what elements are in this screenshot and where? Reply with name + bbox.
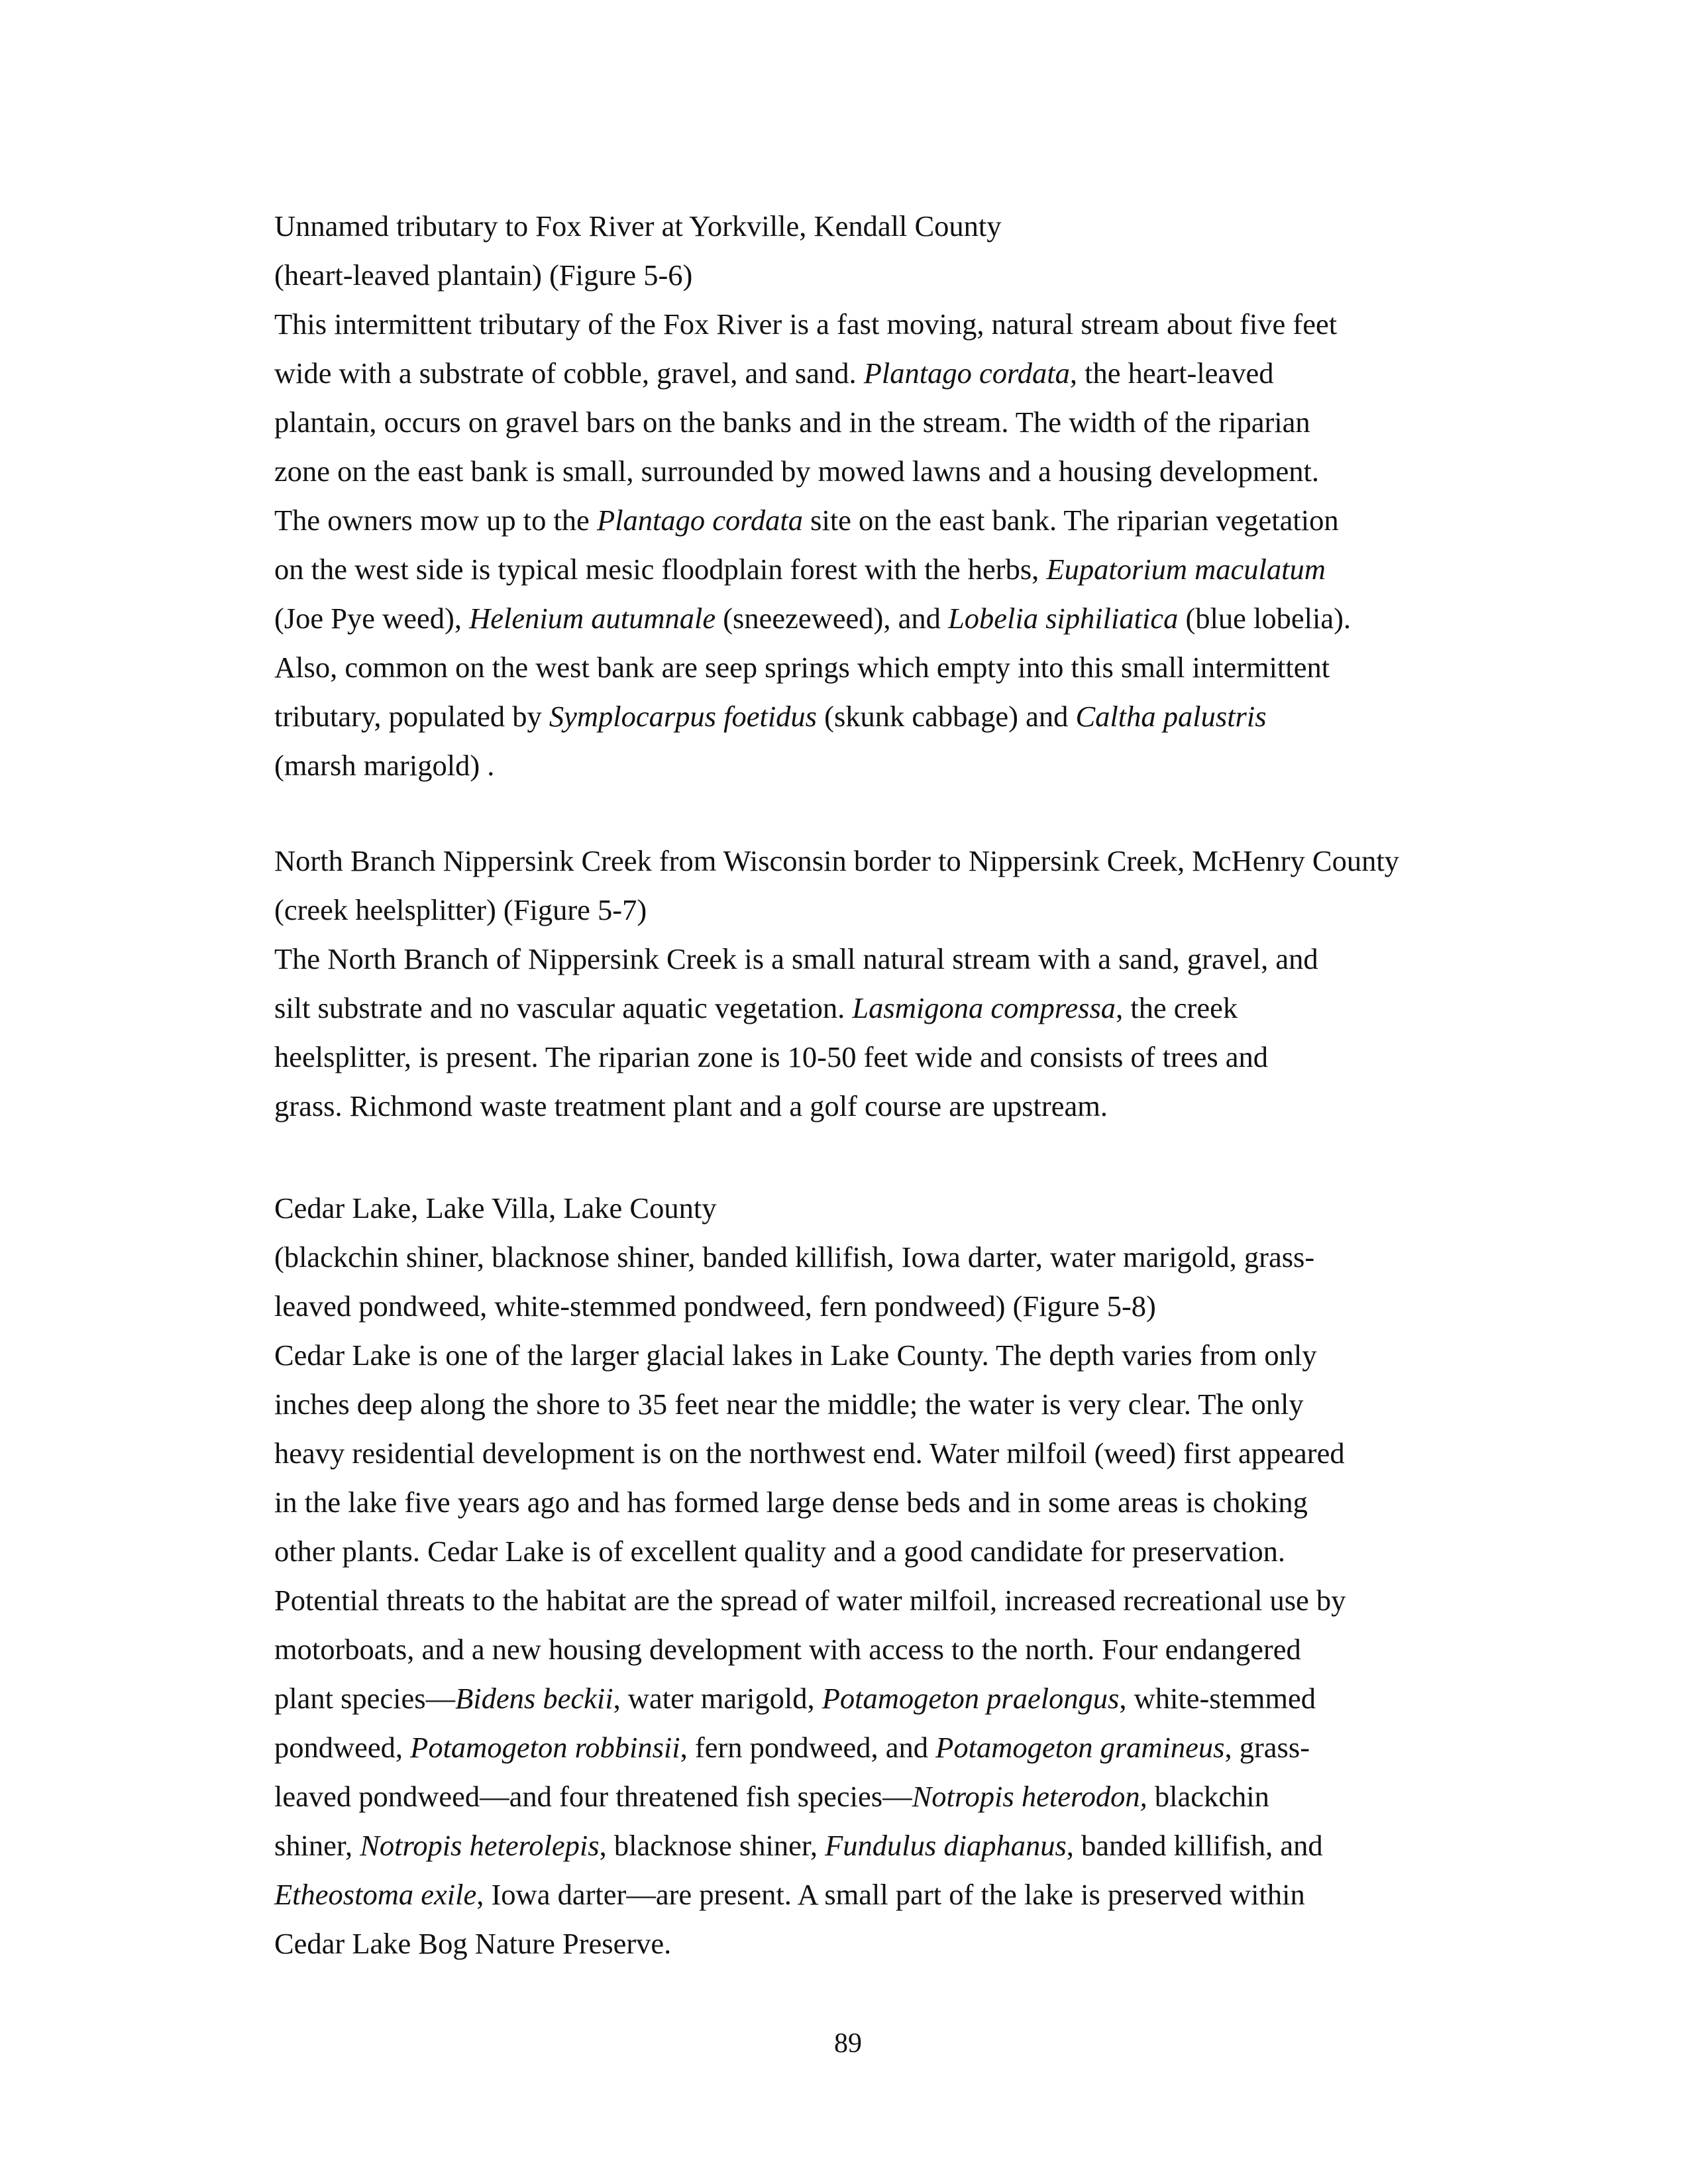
body-line: The North Branch of Nippersink Creek is a small natural stream with a sand, gravel, and bbox=[274, 942, 1318, 975]
species-name: Fundulus diaphanus bbox=[825, 1829, 1067, 1862]
species-name: Plantago cordata bbox=[596, 504, 804, 537]
body-line: silt substrate and no vascular aquatic vegetation. Lasmigona compressa, the creek bbox=[274, 991, 1238, 1024]
species-name: Lasmigona compressa bbox=[852, 991, 1116, 1024]
entry-heading: Unnamed tributary to Fox River at Yorkville, Kendall County bbox=[274, 209, 1002, 243]
species-name: Bidens beckii bbox=[455, 1682, 613, 1715]
body-line: plantain, occurs on gravel bars on the banks and in the stream. The width of the riparian bbox=[274, 406, 1310, 439]
body-line: tributary, populated by Symplocarpus foetidus (skunk cabbage) and Caltha palustris bbox=[274, 700, 1267, 733]
body-line: (marsh marigold) . bbox=[274, 749, 495, 782]
entry-species-list: leaved pondweed, white-stemmed pondweed, fern pondweed) (Figure 5-8) bbox=[274, 1289, 1156, 1323]
species-name: Notropis heterolepis bbox=[360, 1829, 600, 1862]
body-line: heavy residential development is on the northwest end. Water milfoil (weed) first appeared bbox=[274, 1437, 1345, 1470]
entry-species-list: (heart-leaved plantain) (Figure 5-6) bbox=[274, 258, 693, 292]
species-name: Etheostoma exile bbox=[274, 1878, 477, 1911]
entry-yorkville-tributary bbox=[274, 201, 1573, 790]
species-name: Plantago cordata bbox=[863, 356, 1070, 390]
body-line: The owners mow up to the Plantago cordata site on the east bank. The riparian vegetation bbox=[274, 504, 1339, 537]
body-line: shiner, Notropis heterolepis, blacknose shiner, Fundulus diaphanus, banded killifish, and bbox=[274, 1829, 1323, 1862]
body-line: wide with a substrate of cobble, gravel, and sand. Plantago cordata, the heart-leaved bbox=[274, 356, 1274, 390]
body-line: This intermittent tributary of the Fox River is a fast moving, natural stream about five feet bbox=[274, 307, 1338, 341]
species-name: Helenium autumnale bbox=[469, 602, 716, 635]
body-line: plant species—Bidens beckii, water marigold, Potamogeton praelongus, white-stemmed bbox=[274, 1682, 1316, 1715]
body-line: (Joe Pye weed), Helenium autumnale (sneezeweed), and Lobelia siphiliatica (blue lobelia). bbox=[274, 602, 1352, 635]
body-line: pondweed, Potamogeton robbinsii, fern pondweed, and Potamogeton gramineus, grass- bbox=[274, 1731, 1310, 1764]
body-line: Potential threats to the habitat are the spread of water milfoil, increased recreational use by bbox=[274, 1584, 1346, 1617]
body-line: leaved pondweed—and four threatened fish species—Notropis heterodon, blackchin bbox=[274, 1780, 1269, 1813]
species-name: Potamogeton robbinsii bbox=[410, 1731, 680, 1764]
entry-species-list: (creek heelsplitter) (Figure 5-7) bbox=[274, 893, 647, 926]
entry-heading: North Branch Nippersink Creek from Wisconsin border to Nippersink Creek, McHenry County bbox=[274, 844, 1399, 877]
entry-cedar-lake bbox=[274, 1183, 1573, 1968]
body-line: on the west side is typical mesic floodplain forest with the herbs, Eupatorium maculatum bbox=[274, 553, 1326, 586]
body-line: Cedar Lake Bog Nature Preserve. bbox=[274, 1927, 672, 1960]
entry-heading: Cedar Lake, Lake Villa, Lake County bbox=[274, 1191, 717, 1225]
species-name: Notropis heterodon, bbox=[912, 1780, 1147, 1813]
entry-nippersink-creek bbox=[274, 836, 1573, 1130]
body-line: in the lake five years ago and has formed large dense beds and in some areas is choking bbox=[274, 1486, 1308, 1519]
species-name: Potamogeton praelongus bbox=[822, 1682, 1120, 1715]
entry-species-list: (blackchin shiner, blacknose shiner, banded killifish, Iowa darter, water marigold, grass- bbox=[274, 1240, 1315, 1274]
page-number: 89 bbox=[834, 2028, 862, 2059]
body-line: zone on the east bank is small, surrounded by mowed lawns and a housing development. bbox=[274, 455, 1319, 488]
body-line: Cedar Lake is one of the larger glacial lakes in Lake County. The depth varies from only bbox=[274, 1338, 1317, 1372]
body-line: Etheostoma exile, Iowa darter—are present. A small part of the lake is preserved within bbox=[274, 1878, 1305, 1911]
species-name: Lobelia siphiliatica bbox=[947, 602, 1179, 635]
species-name: Symplocarpus foetidus bbox=[549, 700, 818, 733]
species-name: Eupatorium maculatum bbox=[1046, 553, 1326, 586]
species-name: Caltha palustris bbox=[1075, 700, 1267, 733]
species-name: Potamogeton gramineus bbox=[935, 1731, 1225, 1764]
body-line: motorboats, and a new housing development with access to the north. Four endangered bbox=[274, 1633, 1301, 1666]
body-line: other plants. Cedar Lake is of excellent quality and a good candidate for preservation. bbox=[274, 1535, 1286, 1568]
body-line: inches deep along the shore to 35 feet near the middle; the water is very clear. The only bbox=[274, 1388, 1304, 1421]
body-line: heelsplitter, is present. The riparian zone is 10-50 feet wide and consists of trees and bbox=[274, 1040, 1269, 1073]
body-line: grass. Richmond waste treatment plant and a golf course are upstream. bbox=[274, 1089, 1108, 1122]
body-line: Also, common on the west bank are seep springs which empty into this small intermittent bbox=[274, 651, 1330, 684]
